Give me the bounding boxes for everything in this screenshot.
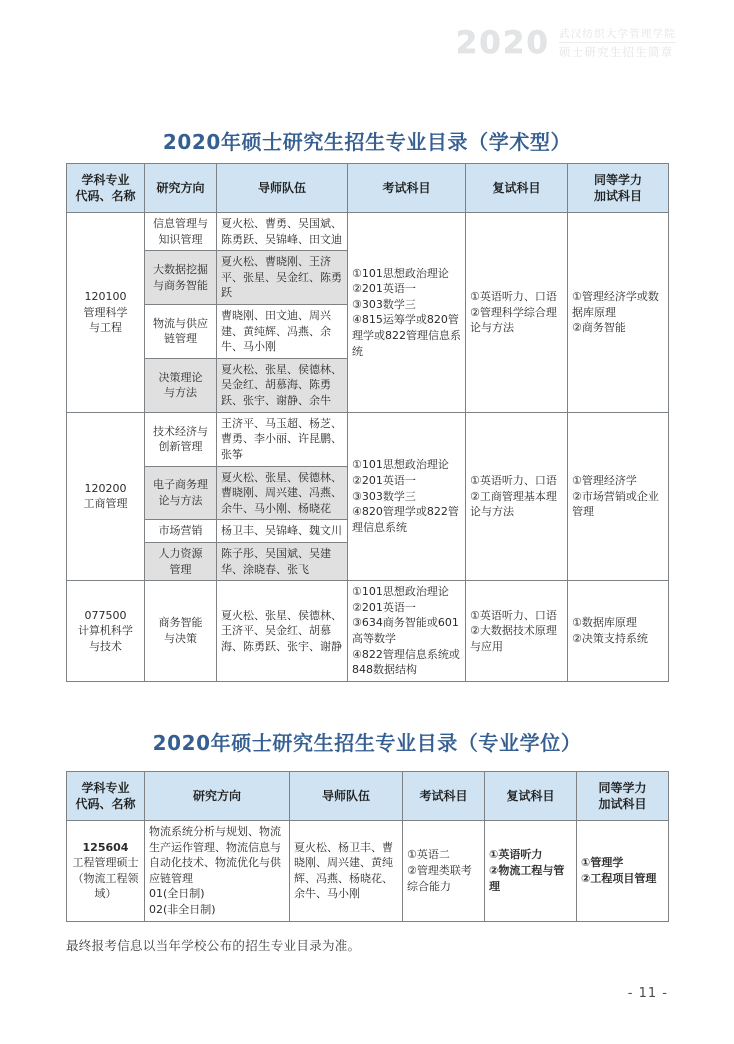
major-name-line1: 工商管理 xyxy=(83,497,128,511)
research-direction-cell: 商务智能 与决策 xyxy=(145,581,217,682)
advisor-team-cell: 夏火松、杨卫丰、曹晓刚、周兴建、黄纯辉、冯燕、杨晓花、余牛、马小刚 xyxy=(290,821,403,922)
equivalent-subjects-cell: ①数据库原理 ②决策支持系统 xyxy=(568,581,669,682)
col-header-equivalent-line1: 同等学力 xyxy=(598,780,647,795)
equivalent-subjects-cell: ①管理经济学或数据库原理 ②商务智能 xyxy=(568,213,669,413)
page-title-professional: 2020年硕士研究生招生专业目录（专业学位） xyxy=(152,731,582,755)
major-name-line2: 与工程 xyxy=(89,321,122,335)
major-code-name-cell xyxy=(67,213,145,413)
major-name-line2: 与技术 xyxy=(89,639,122,653)
research-direction-cell: 物流与供应 链管理 xyxy=(145,305,217,359)
header-institution-name: 武汉纺织大学管理学院 xyxy=(559,28,676,43)
table-row xyxy=(67,581,669,682)
table-header-row xyxy=(67,164,669,213)
advisor-team-cell: 杨卫丰、吴锦峰、魏文川 xyxy=(217,520,348,543)
col-header-equivalent-line2: 加试科目 xyxy=(598,797,647,811)
major-code: 125604 xyxy=(82,840,129,854)
major-name-line1: 计算机科学 xyxy=(78,624,133,638)
col-header-equivalent-line2: 加试科目 xyxy=(593,189,642,203)
advisor-team-cell: 王济平、马玉超、杨芝、曹勇、李小丽、许昆鹏、张筝 xyxy=(217,412,348,466)
col-header-advisors: 导师队伍 xyxy=(217,164,348,213)
major-code: 120200 xyxy=(84,481,127,495)
col-header-exam: 考试科目 xyxy=(348,164,466,213)
advisor-team-cell: 夏火松、曹晓刚、王济平、张星、吴金红、陈勇跃 xyxy=(217,251,348,305)
footnote-text: 最终报考信息以当年学校公布的招生专业目录为准。 xyxy=(66,938,361,953)
research-direction-cell: 技术经济与 创新管理 xyxy=(145,412,217,466)
header-institution-block xyxy=(559,28,676,60)
col-header-major-line2: 代码、名称 xyxy=(75,189,136,203)
exam-subjects-cell: ①英语二 ②管理类联考综合能力 xyxy=(403,821,485,922)
major-code: 120100 xyxy=(84,289,127,303)
header-year-logo: 2020 xyxy=(455,25,550,62)
research-direction-cell: 电子商务理 论与方法 xyxy=(145,466,217,520)
table-header-row xyxy=(67,772,669,821)
academic-table-body xyxy=(67,213,669,682)
retest-subjects-cell: ①英语听力、口语 ②工商管理基本理论与方法 xyxy=(466,412,568,580)
page-header-watermark xyxy=(455,25,676,62)
advisor-team-cell: 夏火松、张星、侯德林、曹晓刚、周兴建、冯燕、余牛、马小刚、杨晓花 xyxy=(217,466,348,520)
equivalent-subjects-cell: ①管理经济学 ②市场营销或企业管理 xyxy=(568,412,669,580)
exam-subjects-cell: ①101思想政治理论 ②201英语一 ③303数学三 ④815运筹学或820管理学或822管理信息系统 xyxy=(348,213,466,413)
col-header-equivalent xyxy=(577,772,669,821)
col-header-equivalent-line1: 同等学力 xyxy=(593,172,642,187)
col-header-direction: 研究方向 xyxy=(145,772,290,821)
advisor-team-cell: 夏火松、曹勇、吴国斌、陈勇跃、吴锦峰、田文迪 xyxy=(217,213,348,251)
col-header-advisors: 导师队伍 xyxy=(290,772,403,821)
exam-subjects-cell: ①101思想政治理论 ②201英语一 ③634商务智能或601高等数学 ④822管理信息系统或848数据结构 xyxy=(348,581,466,682)
academic-catalog-table xyxy=(66,163,669,682)
col-header-retest: 复试科目 xyxy=(485,772,577,821)
professional-table-body xyxy=(67,821,669,922)
exam-subjects-cell: ①101思想政治理论 ②201英语一 ③303数学三 ④820管理学或822管理信息系统 xyxy=(348,412,466,580)
col-header-major xyxy=(67,164,145,213)
research-direction-cell: 人力资源 管理 xyxy=(145,542,217,580)
research-direction-cell: 物流系统分析与规划、物流生产运作管理、物流信息与自动化技术、物流优化与供应链管理 01(全日制) 02(非全日制) xyxy=(145,821,290,922)
col-header-retest: 复试科目 xyxy=(466,164,568,213)
research-direction-cell: 大数据挖掘 与商务智能 xyxy=(145,251,217,305)
page-number: - 11 - xyxy=(627,986,668,1001)
advisor-team-cell: 陈子彤、吴国斌、吴建华、涂晓春、张飞 xyxy=(217,542,348,580)
table-row xyxy=(67,412,669,466)
table-row xyxy=(67,213,669,251)
retest-subjects-cell: ①英语听力、口语 ②大数据技术原理与应用 xyxy=(466,581,568,682)
major-code: 077500 xyxy=(84,608,127,622)
table-row xyxy=(67,821,669,922)
research-direction-cell: 市场营销 xyxy=(145,520,217,543)
major-code-name-cell xyxy=(67,581,145,682)
col-header-direction: 研究方向 xyxy=(145,164,217,213)
header-brochure-name: 硕士研究生招生简章 xyxy=(559,45,674,60)
page-title-academic: 2020年硕士研究生招生专业目录（学术型） xyxy=(162,130,572,154)
retest-subjects-cell: ①英语听力 ②物流工程与管理 xyxy=(485,821,577,922)
research-direction-cell: 信息管理与 知识管理 xyxy=(145,213,217,251)
col-header-major-line1: 学科专业 xyxy=(81,780,130,795)
col-header-exam: 考试科目 xyxy=(403,772,485,821)
equivalent-subjects-cell: ①管理学 ②工程项目管理 xyxy=(577,821,669,922)
retest-subjects-cell: ①英语听力、口语 ②管理科学综合理论与方法 xyxy=(466,213,568,413)
col-header-equivalent xyxy=(568,164,669,213)
research-direction-cell: 决策理论 与方法 xyxy=(145,358,217,412)
advisor-team-cell: 夏火松、张星、侯德林、王济平、吴金红、胡慕海、陈勇跃、张宇、谢静 xyxy=(217,581,348,682)
major-name-line1: 管理科学 xyxy=(83,305,128,319)
col-header-major-line2: 代码、名称 xyxy=(75,797,136,811)
col-header-major-line1: 学科专业 xyxy=(81,172,130,187)
advisor-team-cell: 曹晓刚、田文迪、周兴建、黄纯辉、冯燕、余牛、马小刚 xyxy=(217,305,348,359)
major-code-name-cell xyxy=(67,412,145,580)
professional-catalog-table xyxy=(66,771,669,922)
major-name: 工程管理硕士（物流工程领域） xyxy=(72,856,139,901)
col-header-major xyxy=(67,772,145,821)
major-code-name-cell xyxy=(67,821,145,922)
advisor-team-cell: 夏火松、张星、侯德林、吴金红、胡慕海、陈勇跃、张宇、谢静、余牛 xyxy=(217,358,348,412)
